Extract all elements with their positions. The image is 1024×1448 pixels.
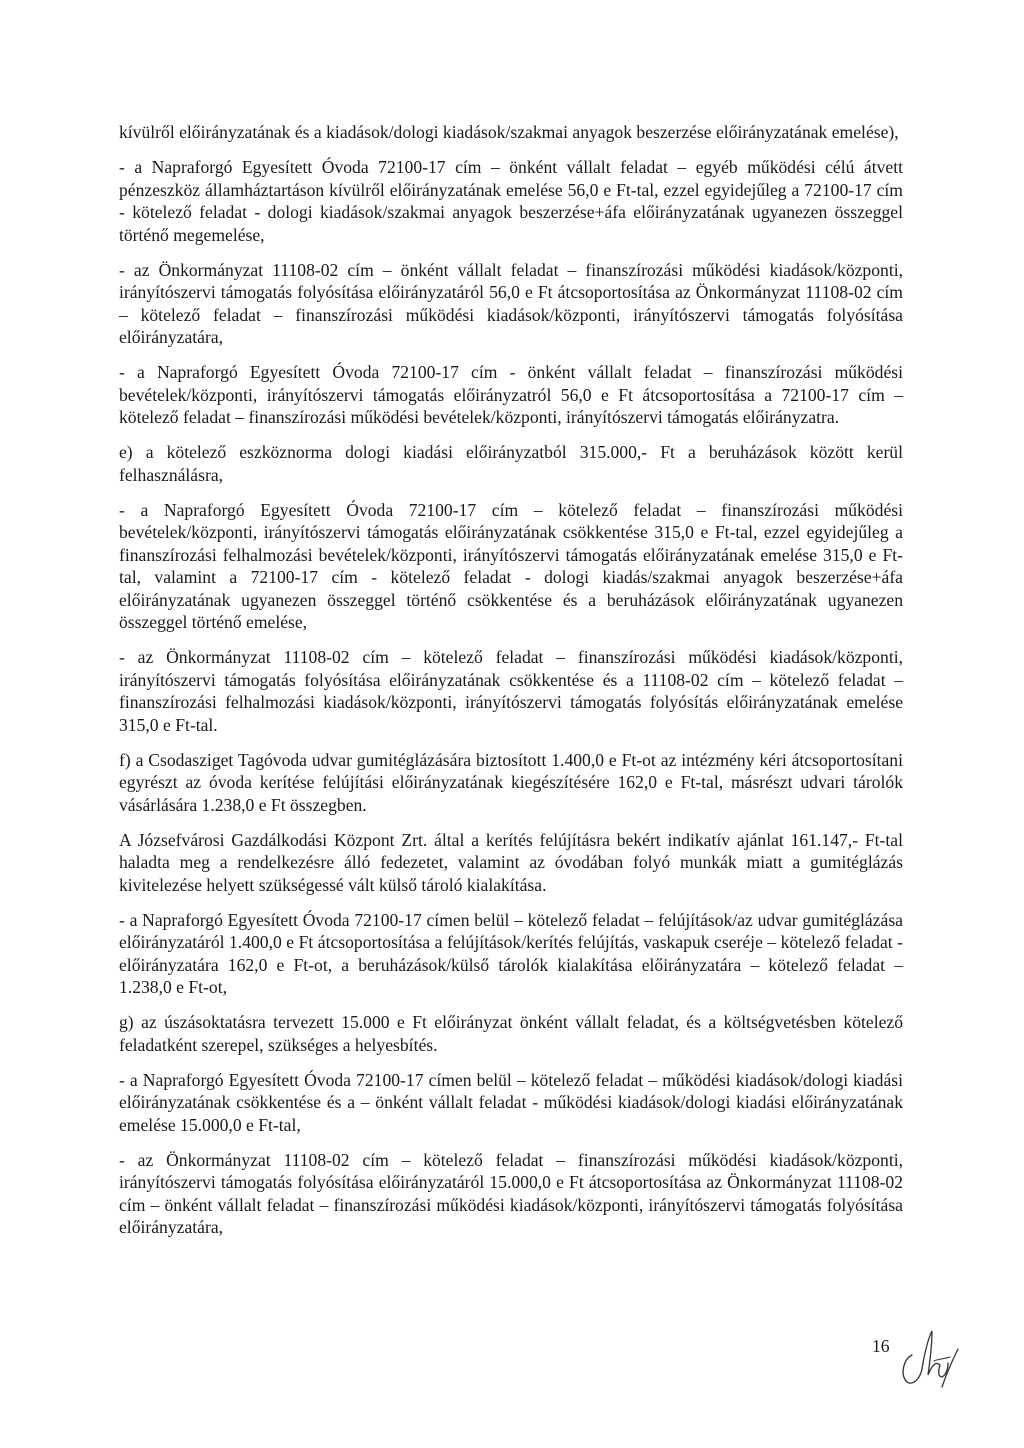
- paragraph-11: g) az úszásoktatásra tervezett 15.000 e Ft előirányzat önként vállalt feladat, és a költségvetésben kötelező feladatként szerepel, szükséges a helyesbítés.: [119, 1012, 903, 1055]
- page-footer: [860, 1325, 970, 1405]
- paragraph-7: - az Önkormányzat 11108-02 cím – kötelező feladat – finanszírozási működési kiadások/központi, irányítószervi támogatás folyósítása előirányzatának csökkentése és a 11108-02 cím – kötelező feladat – finanszírozási felhalmozási kiadások/központi, irányítószervi támogatás folyósítás előirányzatának emelése 315,0 e Ft-tal.: [119, 647, 903, 735]
- paragraph-4: - a Napraforgó Egyesített Óvoda 72100-17 cím - önként vállalt feladat – finanszírozási működési bevételek/központi, irányítószervi támogatás előirányzatról 56,0 e Ft átcsoportosítása a 72100-17 cím – kötelező feladat – finanszírozási működési bevételek/központi, irányítószervi támogatás előirányzatra.: [119, 362, 903, 427]
- paragraph-10: - a Napraforgó Egyesített Óvoda 72100-17 címen belül – kötelező feladat – felújítások/az udvar gumitéglázása előirányzatáról 1.400,0 e Ft átcsoportosítása a felújítások/kerítés felújítás, vaskapuk cseréje – kötelező feladat - előirányzatára 162,0 e Ft-ot, a beruházások/külső tárolók kialakítása előirányzatára – kötelező feladat – 1.238,0 e Ft-ot,: [119, 909, 903, 997]
- paragraph-5: e) a kötelező eszköznorma dologi kiadási előirányzatból 315.000,- Ft a beruházások között kerül felhasználásra,: [119, 442, 903, 485]
- document-body: [119, 121, 903, 1251]
- paragraph-2: - a Napraforgó Egyesített Óvoda 72100-17 cím – önként vállalt feladat – egyéb működési célú átvett pénzeszköz államháztartáson kívülről előirányzatának emelése 56,0 e Ft-tal, ezzel egyidejűleg a 72100-17 cím - kötelező feladat - dologi kiadások/szakmai anyagok beszerzése+áfa előirányzatának ugyanezen összeggel történő megemelése,: [119, 157, 903, 245]
- paragraph-8: f) a Csodasziget Tagóvoda udvar gumitéglázására biztosított 1.400,0 e Ft-ot az intézmény kéri átcsoportosítani egyrészt az óvoda kerítése felújítási előirányzatának kiegészítésére 162,0 e Ft-tal, másrészt udvari tárolók vásárlására 1.238,0 e Ft összegben.: [119, 749, 903, 815]
- paragraph-13: - az Önkormányzat 11108-02 cím – kötelező feladat – finanszírozási működési kiadások/központi, irányítószervi támogatás folyósítása előirányzatáról 15.000,0 e Ft átcsoportosítása az Önkormányzat 11108-02 cím – önként vállalt feladat – finanszírozási működési kiadások/központi, irányítószervi támogatás folyósítása előirányzatára,: [119, 1149, 903, 1237]
- paragraph-3: - az Önkormányzat 11108-02 cím – önként vállalt feladat – finanszírozási működési kiadások/központi, irányítószervi támogatás folyósítása előirányzatáról 56,0 e Ft átcsoportosítása az Önkormányzat 11108-02 cím – kötelező feladat – finanszírozási működési kiadások/központi, irányítószervi támogatás folyósítása előirányzatára,: [119, 259, 903, 347]
- paragraph-1: kívülről előirányzatának és a kiadások/dologi kiadások/szakmai anyagok beszerzése előirányzatának emelése),: [119, 122, 899, 142]
- handwritten-initials-signature: [898, 1325, 960, 1397]
- page-number: 16: [872, 1336, 890, 1356]
- paragraph-9: A Józsefvárosi Gazdálkodási Központ Zrt. által a kerítés felújításra bekért indikatív ajánlat 161.147,- Ft-tal haladta meg a rendelkezésre álló fedezetet, valamint az óvodában folyó munkák miatt a gumitéglázás kivitelezése helyett szükségessé vált külső tároló kialakítása.: [119, 829, 903, 895]
- paragraph-6: - a Napraforgó Egyesített Óvoda 72100-17 cím – kötelező feladat – finanszírozási működési bevételek/központi, irányítószervi támogatás előirányzatának csökkentése 315,0 e Ft-tal, ezzel egyidejűleg a finanszírozási felhalmozási bevételek/központi, irányítószervi támogatás előirányzatának emelése 315,0 e Ft-tal, valamint a 72100-17 cím - kötelező feladat - dologi kiadás/szakmai anyagok beszerzése+áfa előirányzatának ugyanezen összeggel történő csökkentése és a beruházások előirányzatának ugyanezen összeggel történő emelése,: [119, 499, 903, 632]
- paragraph-12: - a Napraforgó Egyesített Óvoda 72100-17 címen belül – kötelező feladat – működési kiadások/dologi kiadási előirányzatának csökkentése és a – önként vállalt feladat - működési kiadások/dologi kiadási előirányzatának emelése 15.000,0 e Ft-tal,: [119, 1069, 903, 1135]
